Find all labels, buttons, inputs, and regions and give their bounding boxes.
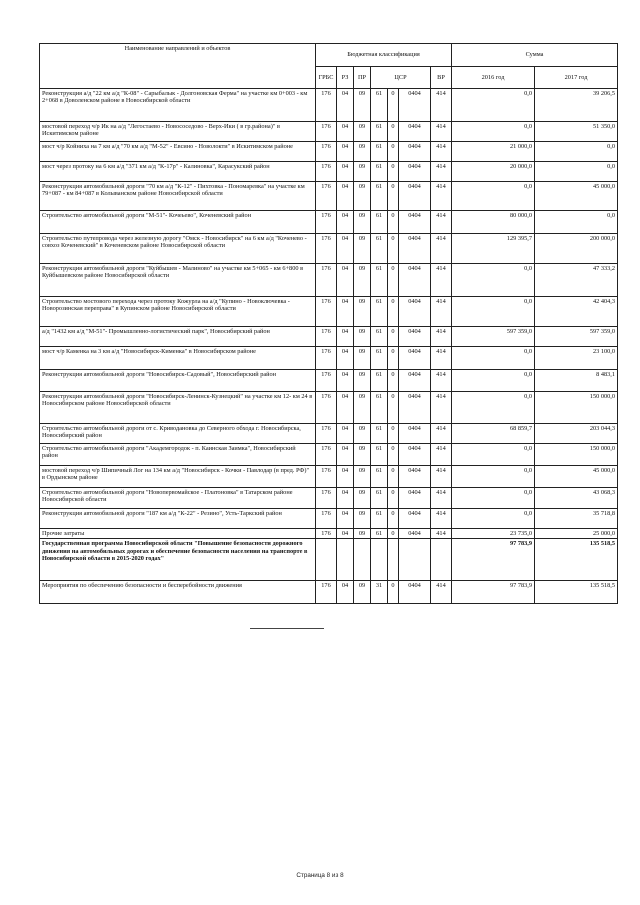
row-vr: 414 [431, 122, 452, 142]
row-name: Строительство автомобильной дороги "М-51"- Кочеьево", Коченевский район [40, 211, 316, 234]
row-grbs: 176 [316, 297, 337, 327]
row-sum-2016: 0,0 [452, 89, 535, 122]
table-row [40, 444, 618, 466]
table-row [40, 529, 618, 539]
row-rz: 04 [337, 211, 354, 234]
row-vr: 414 [431, 488, 452, 509]
row-vr: 414 [431, 327, 452, 347]
row-c1: 61 [371, 424, 388, 444]
row-vr: 414 [431, 234, 452, 264]
row-c2: 0 [388, 264, 399, 297]
row-sum-2016: 0,0 [452, 488, 535, 509]
row-grbs: 176 [316, 347, 337, 370]
header-2016: 2016 год [452, 67, 535, 89]
row-c2: 0 [388, 444, 399, 466]
row-c3: 0404 [399, 509, 431, 529]
row-c1: 61 [371, 89, 388, 122]
row-c3: 0404 [399, 162, 431, 182]
row-sum-2016: 129 395,7 [452, 234, 535, 264]
row-rz: 04 [337, 142, 354, 162]
measure-sum-2017: 135 518,5 [535, 581, 618, 604]
row-grbs: 176 [316, 162, 337, 182]
table-row [40, 424, 618, 444]
row-sum-2016: 0,0 [452, 392, 535, 424]
row-c1: 61 [371, 529, 388, 539]
row-name: Реконструкция автомобильной дороги "70 км а/д "К-12" - Пихтовка - Пономаревка" на участке км 79+087 - км 84+087 в Колыванском районе Новосибирской области [40, 182, 316, 211]
program-empty-cell [388, 539, 399, 581]
measure-rz: 04 [337, 581, 354, 604]
row-pr: 09 [354, 466, 371, 488]
row-sum-2016: 0,0 [452, 122, 535, 142]
row-pr: 09 [354, 182, 371, 211]
row-sum-2017: 39 206,5 [535, 89, 618, 122]
row-pr: 09 [354, 211, 371, 234]
measure-c1: 31 [371, 581, 388, 604]
table-row [40, 182, 618, 211]
measure-name: Мероприятия по обеспечению безопасности и бесперебойности движения [40, 581, 316, 604]
row-sum-2016: 23 735,0 [452, 529, 535, 539]
row-name: Строительство автомобильной дороги "Академгородок - п. Каинская Заимка", Новосибирский район [40, 444, 316, 466]
row-c1: 61 [371, 347, 388, 370]
program-empty-cell [399, 539, 431, 581]
program-empty-cell [337, 539, 354, 581]
table-row [40, 142, 618, 162]
row-grbs: 176 [316, 444, 337, 466]
table-header [40, 44, 618, 89]
row-c3: 0404 [399, 424, 431, 444]
row-c3: 0404 [399, 182, 431, 211]
row-vr: 414 [431, 370, 452, 392]
row-pr: 09 [354, 327, 371, 347]
program-total-row [40, 539, 618, 581]
row-rz: 04 [337, 509, 354, 529]
row-pr: 09 [354, 162, 371, 182]
table-row [40, 466, 618, 488]
row-grbs: 176 [316, 466, 337, 488]
table-row [40, 264, 618, 297]
row-sum-2016: 0,0 [452, 370, 535, 392]
row-rz: 04 [337, 182, 354, 211]
row-c3: 0404 [399, 370, 431, 392]
row-sum-2016: 0,0 [452, 182, 535, 211]
row-name: Прочие затраты [40, 529, 316, 539]
row-pr: 09 [354, 392, 371, 424]
row-name: мост ч/р Койниха на 7 км а/д "70 км а/д "М-52" - Евсино - Новолокти" в Искитимском районе [40, 142, 316, 162]
measure-grbs: 176 [316, 581, 337, 604]
row-rz: 04 [337, 297, 354, 327]
row-c2: 0 [388, 234, 399, 264]
row-vr: 414 [431, 297, 452, 327]
row-vr: 414 [431, 264, 452, 297]
row-c1: 61 [371, 234, 388, 264]
row-c3: 0404 [399, 444, 431, 466]
row-grbs: 176 [316, 264, 337, 297]
row-rz: 04 [337, 89, 354, 122]
row-vr: 414 [431, 444, 452, 466]
row-name: Строительство автомобильной дороги "Новопервомайское - Платоновка" в Татарском районе Новосибирской области [40, 488, 316, 509]
header-sum: Сумма [452, 44, 618, 67]
row-pr: 09 [354, 370, 371, 392]
row-c1: 61 [371, 509, 388, 529]
row-c2: 0 [388, 122, 399, 142]
row-rz: 04 [337, 370, 354, 392]
page-footer: Страница 8 из 8 [296, 872, 344, 879]
row-name: Строительство путепровода через железную дорогу "Омск - Новосибирск" на 6 км а/д "Коченево - совхоз Коченевский" в Коченевском районе Новосибирской области [40, 234, 316, 264]
separator-line [250, 628, 324, 629]
row-sum-2017: 150 000,0 [535, 392, 618, 424]
row-c2: 0 [388, 370, 399, 392]
table-row [40, 297, 618, 327]
row-grbs: 176 [316, 424, 337, 444]
row-sum-2017: 35 718,8 [535, 509, 618, 529]
row-sum-2017: 45 000,0 [535, 466, 618, 488]
row-pr: 09 [354, 347, 371, 370]
row-c2: 0 [388, 424, 399, 444]
row-c1: 61 [371, 444, 388, 466]
row-grbs: 176 [316, 89, 337, 122]
row-c2: 0 [388, 529, 399, 539]
row-sum-2016: 0,0 [452, 297, 535, 327]
row-sum-2017: 8 483,1 [535, 370, 618, 392]
row-vr: 414 [431, 392, 452, 424]
row-pr: 09 [354, 424, 371, 444]
row-name: Реконструкция автомобильной дороги "187 км а/д "К-22" - Резино", Усть-Таркский район [40, 509, 316, 529]
row-c1: 61 [371, 182, 388, 211]
program-sum-2016: 97 783,9 [452, 539, 535, 581]
program-name: Государственная программа Новосибирской области "Повышение безопасности дорожного движения на автомобильных дорогах и обеспечение безопасности населения на транспорте в Новосибирской области в 2015-2020 годах" [40, 539, 316, 581]
row-sum-2017: 42 404,3 [535, 297, 618, 327]
measure-pr: 09 [354, 581, 371, 604]
budget-table [39, 43, 618, 604]
row-sum-2017: 0,0 [535, 162, 618, 182]
row-c2: 0 [388, 392, 399, 424]
row-rz: 04 [337, 424, 354, 444]
row-c3: 0404 [399, 347, 431, 370]
header-rz: РЗ [337, 67, 354, 89]
table-row [40, 211, 618, 234]
row-pr: 09 [354, 444, 371, 466]
measure-c2: 0 [388, 581, 399, 604]
row-c1: 61 [371, 142, 388, 162]
row-pr: 09 [354, 264, 371, 297]
table-row [40, 370, 618, 392]
header-pr: ПР [354, 67, 371, 89]
row-c3: 0404 [399, 392, 431, 424]
row-c3: 0404 [399, 211, 431, 234]
measure-c3: 0404 [399, 581, 431, 604]
row-rz: 04 [337, 327, 354, 347]
row-name: а/д "1432 км а/д "М-51"- Промышленно-логистический парк", Новосибирский район [40, 327, 316, 347]
row-grbs: 176 [316, 529, 337, 539]
row-c3: 0404 [399, 264, 431, 297]
row-rz: 04 [337, 162, 354, 182]
row-pr: 09 [354, 89, 371, 122]
row-pr: 09 [354, 297, 371, 327]
program-empty-cell [431, 539, 452, 581]
header-csr: ЦСР [371, 67, 431, 89]
table-row [40, 89, 618, 122]
row-sum-2017: 43 068,3 [535, 488, 618, 509]
row-grbs: 176 [316, 122, 337, 142]
row-name: Реконструкция а/д "22 км а/д "К-08" - Сарыбалык - Долгоновская Ферма" на участке км 0+003 - км 2+068 в Доволенском районе в Новосибирской области [40, 89, 316, 122]
row-grbs: 176 [316, 234, 337, 264]
table-row [40, 122, 618, 142]
row-rz: 04 [337, 529, 354, 539]
row-c1: 61 [371, 466, 388, 488]
row-grbs: 176 [316, 211, 337, 234]
row-vr: 414 [431, 529, 452, 539]
row-sum-2017: 200 000,0 [535, 234, 618, 264]
row-vr: 414 [431, 142, 452, 162]
row-rz: 04 [337, 488, 354, 509]
row-sum-2016: 68 859,7 [452, 424, 535, 444]
row-c2: 0 [388, 89, 399, 122]
measure-sum-2016: 97 783,9 [452, 581, 535, 604]
header-grbs: ГРБС [316, 67, 337, 89]
row-c1: 61 [371, 122, 388, 142]
row-rz: 04 [337, 392, 354, 424]
program-empty-cell [316, 539, 337, 581]
row-c1: 61 [371, 162, 388, 182]
row-sum-2016: 0,0 [452, 444, 535, 466]
header-budget-classification: Бюджетная классификация [316, 44, 452, 67]
row-c2: 0 [388, 509, 399, 529]
row-sum-2016: 0,0 [452, 466, 535, 488]
table-row [40, 327, 618, 347]
measure-row [40, 581, 618, 604]
row-c2: 0 [388, 211, 399, 234]
table-row [40, 392, 618, 424]
row-rz: 04 [337, 264, 354, 297]
row-pr: 09 [354, 529, 371, 539]
row-vr: 414 [431, 89, 452, 122]
table-row [40, 509, 618, 529]
row-sum-2016: 0,0 [452, 509, 535, 529]
table-row [40, 488, 618, 509]
row-name: мост через протоку на 6 км а/д "371 км а/д "К-17р" - Калиновка", Карасукский район [40, 162, 316, 182]
row-rz: 04 [337, 466, 354, 488]
table-row [40, 347, 618, 370]
row-c3: 0404 [399, 529, 431, 539]
table-body [40, 89, 618, 604]
row-name: Реконструкция автомобильной дороги "Новосибирск-Ленинск-Кузнецкий" на участке км 12- км 24 в Новосибирском районе Новосибирской области [40, 392, 316, 424]
row-pr: 09 [354, 142, 371, 162]
row-name: мост ч/р Каменка на 3 км а/д "Новосибирск-Кименка" в Новосибирском районе [40, 347, 316, 370]
row-c3: 0404 [399, 466, 431, 488]
row-rz: 04 [337, 122, 354, 142]
row-rz: 04 [337, 444, 354, 466]
row-pr: 09 [354, 234, 371, 264]
row-sum-2017: 51 350,0 [535, 122, 618, 142]
row-name: мостовой переход ч/р Шипичный Лог на 134 км а/д "Новосибирск - Кочки - Павлодар (в пред. РФ)" в Ордынском районе [40, 466, 316, 488]
row-c2: 0 [388, 488, 399, 509]
row-c3: 0404 [399, 297, 431, 327]
row-c1: 61 [371, 488, 388, 509]
row-c2: 0 [388, 327, 399, 347]
row-name: мостовой переход ч/р Ик на а/д "Легостаево - Новососедово - Верх-Ики ( в гр.района)" в Искитимском районе [40, 122, 316, 142]
row-sum-2017: 45 000,0 [535, 182, 618, 211]
row-rz: 04 [337, 347, 354, 370]
row-vr: 414 [431, 466, 452, 488]
row-c2: 0 [388, 466, 399, 488]
row-vr: 414 [431, 162, 452, 182]
row-grbs: 176 [316, 142, 337, 162]
program-empty-cell [371, 539, 388, 581]
row-c3: 0404 [399, 122, 431, 142]
row-vr: 414 [431, 211, 452, 234]
row-grbs: 176 [316, 392, 337, 424]
row-c3: 0404 [399, 234, 431, 264]
row-sum-2017: 0,0 [535, 142, 618, 162]
row-c1: 61 [371, 392, 388, 424]
header-name: Наименование направлений и объектов [40, 44, 316, 89]
row-vr: 414 [431, 509, 452, 529]
row-c3: 0404 [399, 327, 431, 347]
row-grbs: 176 [316, 488, 337, 509]
row-pr: 09 [354, 122, 371, 142]
row-grbs: 176 [316, 327, 337, 347]
row-sum-2017: 203 044,3 [535, 424, 618, 444]
program-empty-cell [354, 539, 371, 581]
row-name: Строительство мостового перехода через протоку Кожурла на а/д "Купино - Новоключевка - Новорозинская переправа" в Купинском районе Новосибирской области [40, 297, 316, 327]
row-sum-2017: 597 359,0 [535, 327, 618, 347]
row-sum-2016: 0,0 [452, 347, 535, 370]
measure-vr: 414 [431, 581, 452, 604]
row-sum-2016: 20 000,0 [452, 162, 535, 182]
row-name: Реконструкция автомобильной дороги "Куйбышев - Малиново" на участке км 5+065 - км 6+800 в Куйбышевском районе Новосибирской области [40, 264, 316, 297]
table-row [40, 234, 618, 264]
row-vr: 414 [431, 347, 452, 370]
row-c1: 61 [371, 211, 388, 234]
header-vr: ВР [431, 67, 452, 89]
row-grbs: 176 [316, 182, 337, 211]
row-c2: 0 [388, 297, 399, 327]
row-c1: 61 [371, 297, 388, 327]
row-c3: 0404 [399, 488, 431, 509]
row-pr: 09 [354, 488, 371, 509]
row-grbs: 176 [316, 509, 337, 529]
row-sum-2017: 150 000,0 [535, 444, 618, 466]
row-sum-2016: 0,0 [452, 264, 535, 297]
row-sum-2017: 25 000,0 [535, 529, 618, 539]
header-2017: 2017 год [535, 67, 618, 89]
row-sum-2017: 47 333,2 [535, 264, 618, 297]
row-vr: 414 [431, 424, 452, 444]
row-c1: 61 [371, 370, 388, 392]
table-row [40, 162, 618, 182]
row-c1: 61 [371, 264, 388, 297]
row-sum-2017: 23 100,0 [535, 347, 618, 370]
row-pr: 09 [354, 509, 371, 529]
row-c2: 0 [388, 162, 399, 182]
row-vr: 414 [431, 182, 452, 211]
row-name: Строительство автомобильной дороги от с. Криводановка до Северного обхода г. Новосибирска, Новосибирский район [40, 424, 316, 444]
row-c3: 0404 [399, 89, 431, 122]
row-name: Реконструкция автомобильной дороги "Новосибирск-Садовый", Новосибирский район [40, 370, 316, 392]
row-c3: 0404 [399, 142, 431, 162]
row-grbs: 176 [316, 370, 337, 392]
row-sum-2016: 21 000,0 [452, 142, 535, 162]
program-sum-2017: 135 518,5 [535, 539, 618, 581]
row-sum-2016: 80 000,0 [452, 211, 535, 234]
row-c2: 0 [388, 142, 399, 162]
row-rz: 04 [337, 234, 354, 264]
row-c2: 0 [388, 182, 399, 211]
row-sum-2016: 597 359,0 [452, 327, 535, 347]
row-sum-2017: 0,0 [535, 211, 618, 234]
row-c1: 61 [371, 327, 388, 347]
row-c2: 0 [388, 347, 399, 370]
